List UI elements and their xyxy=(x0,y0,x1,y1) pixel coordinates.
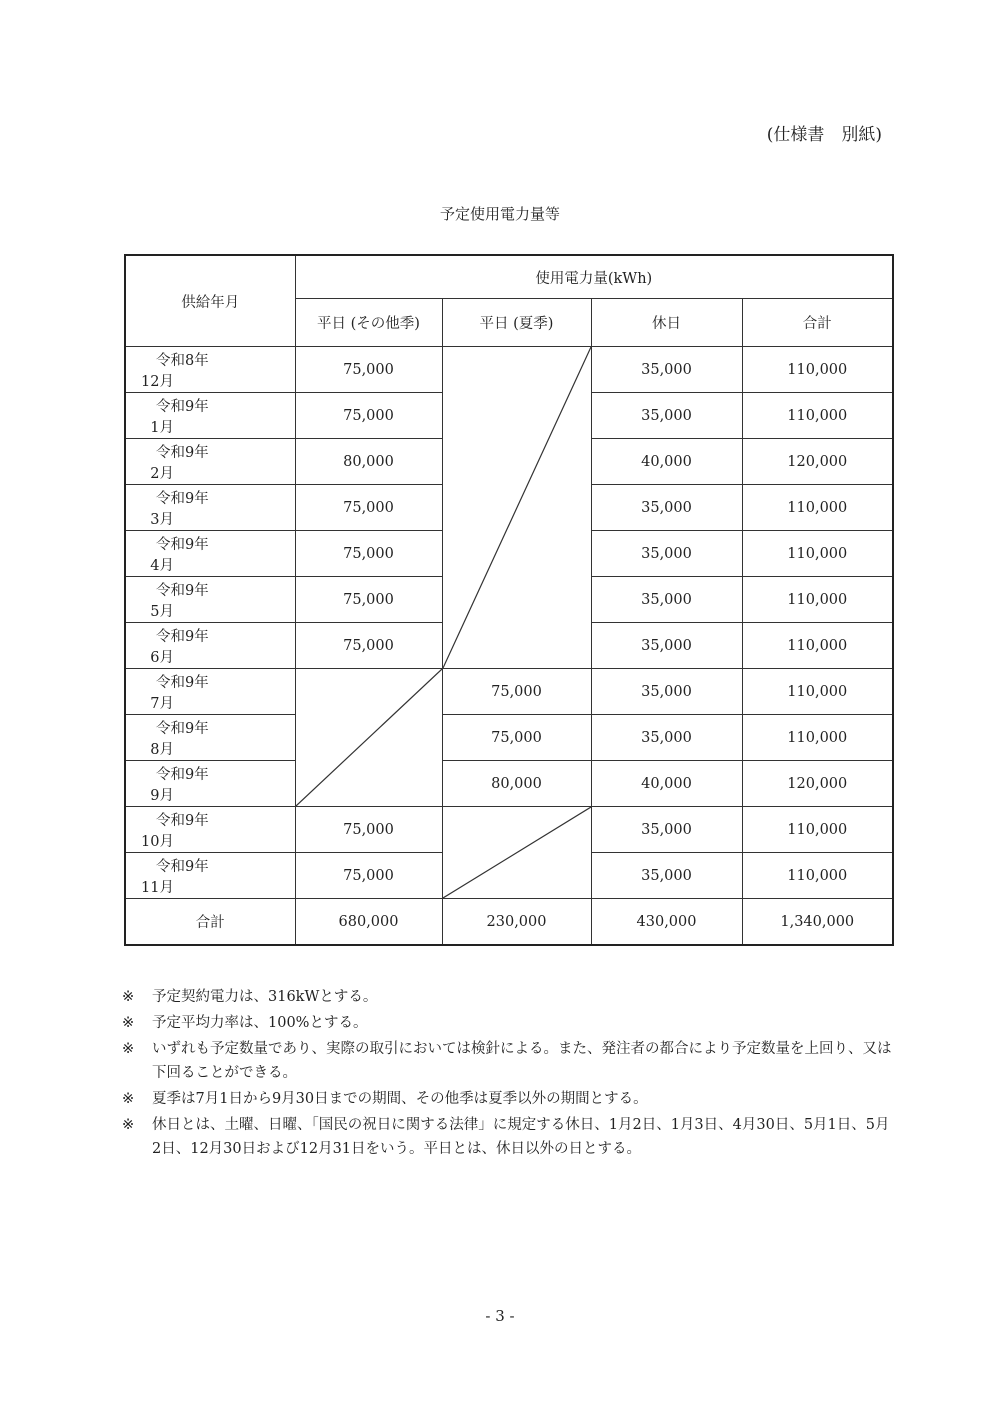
weekday-other-cell: 80,000 xyxy=(295,439,442,485)
month-label: 9月 xyxy=(150,787,174,804)
year-label: 令和9年 xyxy=(156,444,209,461)
year-label: 令和9年 xyxy=(156,766,209,783)
total-cell: 120,000 xyxy=(742,439,893,485)
weekday-other-cell: 75,000 xyxy=(295,623,442,669)
total-cell: 110,000 xyxy=(742,347,893,393)
holiday-cell: 35,000 xyxy=(591,531,742,577)
weekday-other-cell: 75,000 xyxy=(295,807,442,853)
total-cell: 110,000 xyxy=(742,669,893,715)
weekday-other-cell: 75,000 xyxy=(295,393,442,439)
month-cell xyxy=(125,853,295,899)
holiday-cell: 35,000 xyxy=(591,623,742,669)
table-row xyxy=(125,715,893,761)
month-label: 1月 xyxy=(150,419,174,436)
weekday-other-cell: 75,000 xyxy=(295,853,442,899)
note-text: 予定平均力率は、100%とする。 xyxy=(152,1015,368,1031)
note-text: いずれも予定数量であり、実際の取引においては検針による。また、発注者の都合により予定数量を上回り、又は下回ることができる。 xyxy=(152,1041,892,1081)
year-label: 令和8年 xyxy=(156,352,209,369)
month-label: 2月 xyxy=(150,465,174,482)
diagonal-line xyxy=(443,807,591,898)
holiday-cell: 35,000 xyxy=(591,853,742,899)
notes-list xyxy=(122,985,892,1163)
note-mark: ※ xyxy=(122,1091,135,1107)
table-row xyxy=(125,761,893,807)
table-row xyxy=(125,807,893,853)
month-label: 11月 xyxy=(141,879,174,896)
month-cell xyxy=(125,761,295,807)
header-month: 供給年月 xyxy=(125,255,295,347)
year-label: 令和9年 xyxy=(156,398,209,415)
month-cell xyxy=(125,807,295,853)
note-mark: ※ xyxy=(122,1015,135,1031)
month-label: 4月 xyxy=(150,557,174,574)
total-cell: 110,000 xyxy=(742,853,893,899)
header-total: 合計 xyxy=(742,299,893,347)
page-title: 予定使用電力量等 xyxy=(439,205,560,223)
header-holiday: 休日 xyxy=(591,299,742,347)
table-row xyxy=(125,669,893,715)
note-mark: ※ xyxy=(122,1117,135,1133)
month-label: 8月 xyxy=(150,741,174,758)
total-cell: 110,000 xyxy=(742,623,893,669)
total-cell: 110,000 xyxy=(742,531,893,577)
month-cell xyxy=(125,577,295,623)
note-item xyxy=(122,985,892,1009)
holiday-cell: 35,000 xyxy=(591,715,742,761)
total-cell: 110,000 xyxy=(742,807,893,853)
note-text: 休日とは、土曜、日曜、「国民の祝日に関する法律」に規定する休日、1月2日、1月3日、4月30日、5月1日、5月2日、12月30日および12月31日をいう。平日とは、休日以外の日とする。 xyxy=(152,1117,890,1157)
month-cell xyxy=(125,531,295,577)
total-cell: 110,000 xyxy=(742,577,893,623)
month-cell xyxy=(125,393,295,439)
month-cell xyxy=(125,347,295,393)
weekday-summer-cell: 80,000 xyxy=(442,761,591,807)
year-label: 令和9年 xyxy=(156,858,209,875)
weekday-summer-empty xyxy=(442,347,591,669)
header-weekday-other: 平日 (その他季) xyxy=(295,299,442,347)
weekday-summer-empty xyxy=(442,807,591,899)
header-usage-group: 使用電力量(kWh) xyxy=(295,255,893,299)
total-weekday-summer: 230,000 xyxy=(442,899,591,946)
note-item xyxy=(122,1087,892,1111)
total-row xyxy=(125,899,893,946)
note-item xyxy=(122,1011,892,1035)
month-label: 10月 xyxy=(141,833,174,850)
total-cell: 110,000 xyxy=(742,715,893,761)
weekday-other-cell: 75,000 xyxy=(295,577,442,623)
weekday-other-empty xyxy=(295,669,442,807)
year-label: 令和9年 xyxy=(156,628,209,645)
year-label: 令和9年 xyxy=(156,812,209,829)
total-cell: 110,000 xyxy=(742,485,893,531)
weekday-other-cell: 75,000 xyxy=(295,485,442,531)
weekday-other-cell: 75,000 xyxy=(295,347,442,393)
month-label: 7月 xyxy=(150,695,174,712)
electricity-table xyxy=(124,254,894,946)
total-holiday: 430,000 xyxy=(591,899,742,946)
month-cell xyxy=(125,715,295,761)
note-mark: ※ xyxy=(122,1041,135,1057)
document-label: (仕様書 別紙) xyxy=(766,125,882,145)
total-cell: 110,000 xyxy=(742,393,893,439)
holiday-cell: 35,000 xyxy=(591,393,742,439)
month-label: 6月 xyxy=(150,649,174,666)
note-text: 予定契約電力は、316kWとする。 xyxy=(152,989,378,1005)
note-text: 夏季は7月1日から9月30日までの期間、その他季は夏季以外の期間とする。 xyxy=(152,1091,648,1107)
year-label: 令和9年 xyxy=(156,490,209,507)
diagonal-line xyxy=(443,347,591,668)
total-weekday-other: 680,000 xyxy=(295,899,442,946)
diagonal-line xyxy=(296,669,442,806)
year-label: 令和9年 xyxy=(156,720,209,737)
page-number: - 3 - xyxy=(485,1307,515,1325)
month-cell xyxy=(125,623,295,669)
weekday-summer-cell: 75,000 xyxy=(442,715,591,761)
holiday-cell: 35,000 xyxy=(591,485,742,531)
total-cell: 120,000 xyxy=(742,761,893,807)
month-label: 5月 xyxy=(150,603,174,620)
year-label: 令和9年 xyxy=(156,582,209,599)
header-weekday-summer: 平日 (夏季) xyxy=(442,299,591,347)
note-item xyxy=(122,1113,892,1161)
holiday-cell: 40,000 xyxy=(591,761,742,807)
weekday-summer-cell: 75,000 xyxy=(442,669,591,715)
weekday-other-cell: 75,000 xyxy=(295,531,442,577)
holiday-cell: 35,000 xyxy=(591,347,742,393)
month-cell xyxy=(125,485,295,531)
total-total: 1,340,000 xyxy=(742,899,893,946)
month-label: 12月 xyxy=(141,373,174,390)
note-mark: ※ xyxy=(122,989,135,1005)
note-item xyxy=(122,1037,892,1085)
holiday-cell: 40,000 xyxy=(591,439,742,485)
year-label: 令和9年 xyxy=(156,674,209,691)
month-cell xyxy=(125,669,295,715)
month-label: 3月 xyxy=(150,511,174,528)
year-label: 令和9年 xyxy=(156,536,209,553)
total-label: 合計 xyxy=(125,899,295,946)
table-row xyxy=(125,347,893,393)
holiday-cell: 35,000 xyxy=(591,807,742,853)
holiday-cell: 35,000 xyxy=(591,577,742,623)
month-cell xyxy=(125,439,295,485)
holiday-cell: 35,000 xyxy=(591,669,742,715)
